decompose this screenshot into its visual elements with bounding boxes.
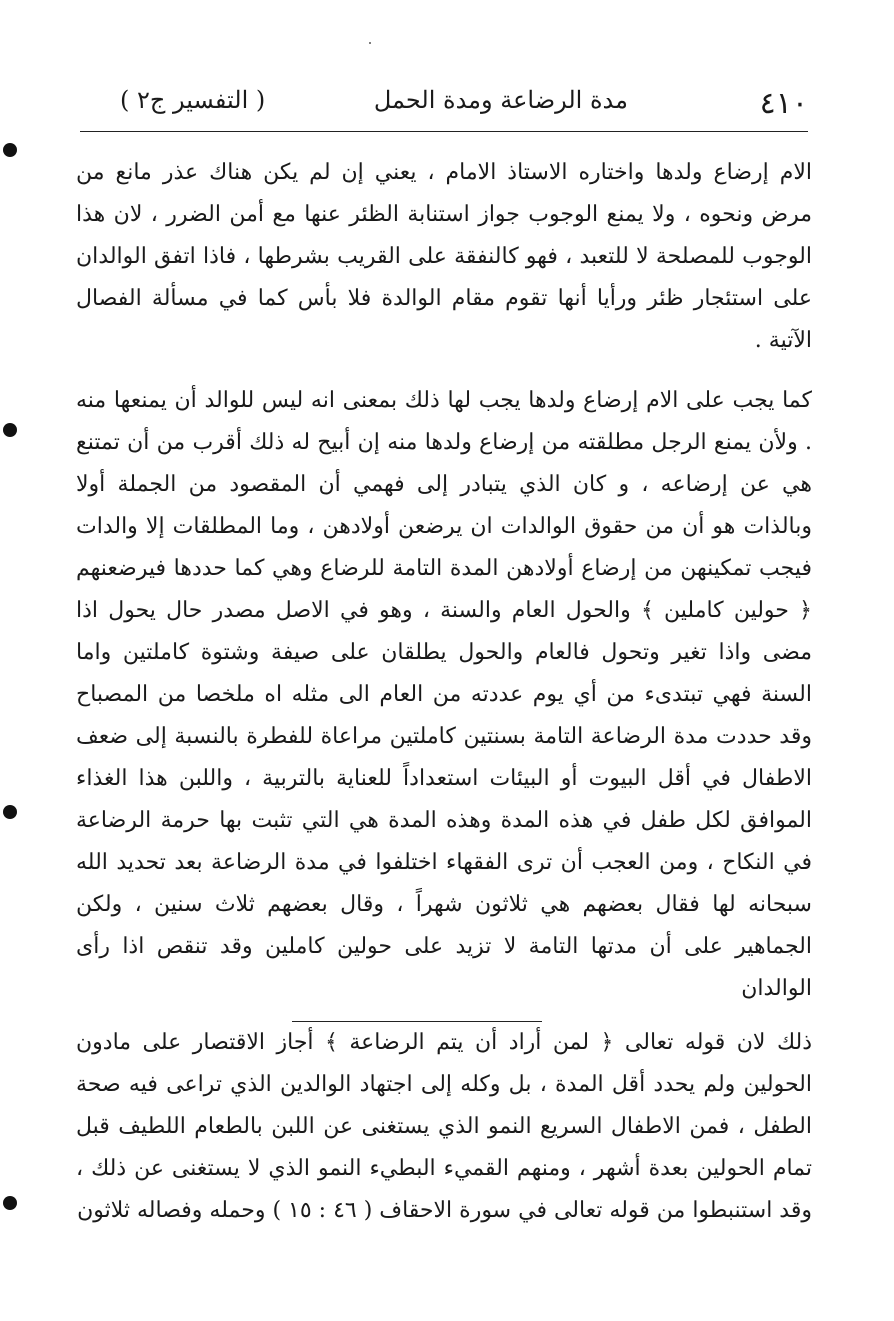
footnote-paragraph: ذلك لان قوله تعالى ﴿ لمن أراد أن يتم الرضاعة ﴾ أجاز الاقتصار على مادون الحولين ولم يحدد أقل المدة ، بل وكله إلى اجتهاد الوالدين الذي تراعى فيه صحة الطفل ، فمن الاطفال السريع النمو الذي يستغنى عن اللبن بالطعام اللطيف قبل تمام الحولين بعدة أشهر ، ومنهم القميء البطيء النمو الذي لا يستغنى عن ذلك ، وقد استنبطوا من قوله تعالى في سورة الاحقاف ( ٤٦ : ١٥ ) وحمله وفصاله ثلاثون	[76, 1030, 812, 1223]
punch-hole-2	[3, 423, 17, 437]
scan-speck	[369, 42, 371, 44]
running-header	[80, 86, 808, 126]
header-rule	[80, 131, 808, 132]
punch-hole-4	[3, 1196, 17, 1210]
punch-hole-3	[3, 805, 17, 819]
punch-hole-1	[3, 143, 17, 157]
body-paragraph-2: كما يجب على الام إرضاع ولدها يجب لها ذلك بمعنى انه ليس للوالد أن يمنعها منه . ولأن يمنع الرجل مطلقته من إرضاع ولدها منه إن أبيح له ذلك أقرب من أن تمتنع هي عن إرضاعه ، و كان الذي يتبادر إلى فهمي أن المقصود من الجملة أولا وبالذات هو أن من حقوق الوالدات ان يرضعن أولادهن ، وما المطلقات إلا والدات فيجب تمكينهن من إرضاع أولادهن المدة التامة للرضاع وهي كما حددها فيرضعنهم ﴿ حولين كاملين ﴾ والحول العام والسنة ، وهو في الاصل مصدر حال يحول اذا مضى واذا تغير وتحول فالعام والحول يطلقان على صيفة وشتوة كاملتين واما السنة فهي تبتدىء من أي يوم عددته من العام الى مثله اه ملخصا من المصباح وقد حددت مدة الرضاعة التامة بسنتين كاملتين مراعاة للفطرة بالنسبة إلى ضعف الاطفال في أقل البيوت أو البيئات استعداداً للعناية بالتربية ، واللبن هذا الغذاء الموافق لكل طفل في هذه المدة وهذه المدة هي التي تثبت بها حرمة الرضاعة في النكاح ، ومن العجب أن ترى الفقهاء اختلفوا في مدة الرضاعة بعد تحديد الله سبحانه لها فقال بعضهم هي ثلاثون شهراً ، وقال بعضهم ثلاث سنين ، ولكن الجماهير على أن مدتها التامة لا تزيد على حولين كاملين وقد تنقص اذا رأى الوالدان	[76, 388, 812, 1001]
body-paragraph-1: الام إرضاع ولدها واختاره الاستاذ الامام ، يعني إن لم يكن هناك عذر مانع من مرض ونحوه ، ولا يمنع الوجوب جواز استنابة الظئر عنها مع أمن الضرر ، لان هذا الوجوب للمصلحة لا للتعبد ، فهو كالنفقة على القريب بشرطها ، فاذا اتفق الوالدان على استئجار ظئر ورأيا أنها تقوم مقام الوالدة فلا بأس كما في مسألة الفصال الآتية .	[76, 160, 813, 353]
book-reference: ( التفسير ج٢ )	[120, 86, 266, 114]
page-number: ٤١٠	[759, 86, 808, 121]
chapter-title: مدة الرضاعة ومدة الحمل	[373, 86, 628, 114]
